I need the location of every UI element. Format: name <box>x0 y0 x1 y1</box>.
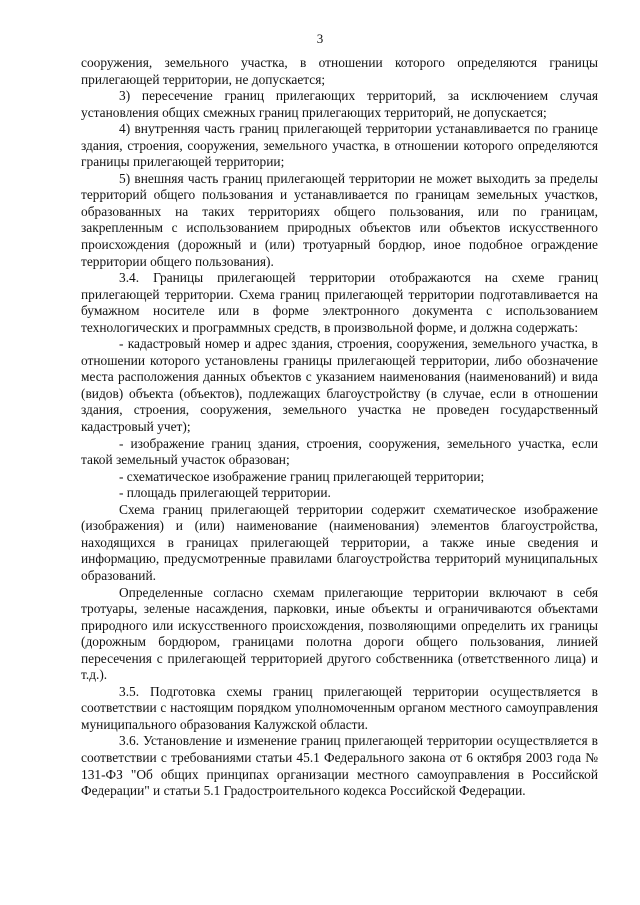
paragraph-continuation: сооружения, земельного участка, в отношении которого определяются границы прилегающей территории, не допускается; <box>81 55 598 87</box>
paragraph-item-4: 4) внутренняя часть границ прилегающей территории устанавливается по границе здания, строения, сооружения, земельного участка, в отношении которого определяются границы прилегающей территории; <box>81 121 598 170</box>
page-number: 3 <box>316 31 324 46</box>
document-body <box>81 55 598 800</box>
bullet-cadastral-number: - кадастровый номер и адрес здания, строения, сооружения, земельного участка, в отношении которого установлены границы прилегающей территории, либо обозначение места расположения данных объектов с указанием наименования (наименований) и вида (видов) объекта (объектов), подлежащих благоустройству (в случае, если в отношении здания, строения, сооружения, земельного участка не проведен государственный кадастровый учет); <box>81 336 598 435</box>
paragraph-item-3: 3) пересечение границ прилегающих территорий, за исключением случая установления общих смежных границ прилегающих территорий, не допускается; <box>81 88 598 120</box>
paragraph-section-3-4: 3.4. Границы прилегающей территории отображаются на схеме границ прилегающей территории. Схема границ прилегающей территории подготавливается на бумажном носителе или в форме электронного документа с использованием технологических и программных средств, в произвольной форме, и должна содержать: <box>81 270 598 335</box>
bullet-schematic-image: - схематическое изображение границ прилегающей территории; <box>119 468 485 484</box>
paragraph-item-5: 5) внешняя часть границ прилегающей территории не может выходить за пределы территорий общего пользования и устанавливается по границам земельных участков, образованных на таких территориях общего пользования, или по границам, закрепленным с использованием природных объектов или объектов искусственного происхождения (дорожный и (или) тротуарный бордюр, иное подобное ограждение территории общего пользования). <box>81 170 598 269</box>
paragraph-scheme-contents: Схема границ прилегающей территории содержит схематическое изображение (изображения) и (или) наименование (наименования) элементов благоустройства, находящихся в границах прилегающей территории, а также иные сведения и информацию, предусмотренные правилами благоустройства территорий муниципальных образований. <box>81 501 598 583</box>
paragraph-section-3-5: 3.5. Подготовка схемы границ прилегающей территории осуществляется в соответствии с настоящим порядком уполномоченным органом местного самоуправления муниципального образования Калужской области. <box>81 683 598 732</box>
paragraph-section-3-6: 3.6. Установление и изменение границ прилегающей территории осуществляется в соответствии с требованиями статьи 45.1 Федерального закона от 6 октября 2003 года № 131-ФЗ "Об общих принципах организации местного самоуправления в Российской Федерации" и статьи 5.1 Градостроительного кодекса Российской Федерации. <box>81 733 598 799</box>
bullet-building-borders: - изображение границ здания, строения, сооружения, земельного участка, если такой земельный участок образован; <box>81 435 598 468</box>
bullet-area: - площадь прилегающей территории. <box>119 485 331 501</box>
paragraph-defined-territories: Определенные согласно схемам прилегающие территории включают в себя тротуары, зеленые насаждения, парковки, иные объекты и ограничиваются объектами природного или искусственного происхождения, позволяющими определить их границы (дорожным бордюром, границами полотна дороги общего пользования, линией пересечения с прилегающей территорией другого собственника (ответственного лица) и т.д.). <box>81 584 598 683</box>
